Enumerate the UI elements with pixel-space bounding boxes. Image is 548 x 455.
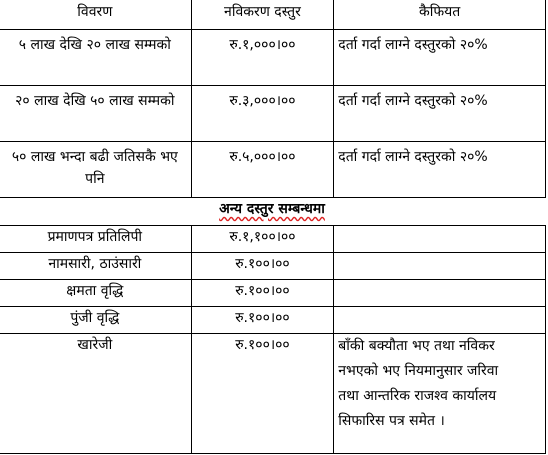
- remark-line: बाँकी बक्यौता भए तथा नविकर: [338, 338, 495, 354]
- table-row: [0, 86, 546, 142]
- row-remark-empty: [334, 253, 546, 280]
- row-fee: रु.१००।००: [191, 307, 334, 334]
- row-fee: रु.३,०००।००: [191, 86, 334, 142]
- header-remarks: कैफियत: [334, 0, 546, 30]
- row-description: क्षमता वृद्धि: [0, 280, 191, 307]
- row-description: ५० लाख भन्दा बढी जतिसकै भए पनि: [0, 142, 191, 198]
- row-fee: रु.१००।००: [191, 334, 334, 454]
- section-title: अन्य दस्तुर सम्बन्धमा: [219, 201, 325, 217]
- table-row: [0, 253, 546, 280]
- row-description: ५ लाख देखि २० लाख सम्मको: [0, 30, 191, 86]
- row-fee: रु.१००।००: [191, 280, 334, 307]
- section-row: [0, 198, 546, 226]
- row-remark: दर्ता गर्दा लाग्ने दस्तुरको २०%: [334, 142, 546, 198]
- row-fee: रु.१,१००।००: [191, 226, 334, 253]
- row-description: प्रमाणपत्र प्रतिलिपी: [0, 226, 191, 253]
- row-remark-empty: [334, 280, 546, 307]
- remark-line: नभएको भए नियमानुसार जरिवा: [338, 363, 499, 379]
- remark-line: तथा आन्तरिक राजश्व कार्यालय: [338, 388, 497, 404]
- table-row: [0, 307, 546, 334]
- row-description: पुंजी वृद्धि: [0, 307, 191, 334]
- row-remark: दर्ता गर्दा लाग्ने दस्तुरको २०%: [334, 86, 546, 142]
- row-description: २० लाख देखि ५० लाख सम्मको: [0, 86, 191, 142]
- row-description: नामसारी, ठाउंसारी: [0, 253, 191, 280]
- row-fee: रु.५,०००।००: [191, 142, 334, 198]
- table-header-row: [0, 0, 546, 30]
- row-remark-empty: [334, 307, 546, 334]
- remark-line: सिफारिस पत्र समेत ।: [338, 413, 445, 429]
- row-fee: रु.१,०००।००: [191, 30, 334, 86]
- table-row: [0, 280, 546, 307]
- row-remark-empty: [334, 226, 546, 253]
- table-row: [0, 30, 546, 86]
- table-row: [0, 334, 546, 454]
- row-remark: [334, 334, 546, 454]
- row-remark: दर्ता गर्दा लाग्ने दस्तुरको २०%: [334, 30, 546, 86]
- table-row: [0, 226, 546, 253]
- row-fee: रु.१००।००: [191, 253, 334, 280]
- table-row: [0, 142, 546, 198]
- row-description: खारेजी: [0, 334, 191, 454]
- header-renewal-fee: नविकरण दस्तुर: [191, 0, 334, 30]
- header-description: विवरण: [0, 0, 191, 30]
